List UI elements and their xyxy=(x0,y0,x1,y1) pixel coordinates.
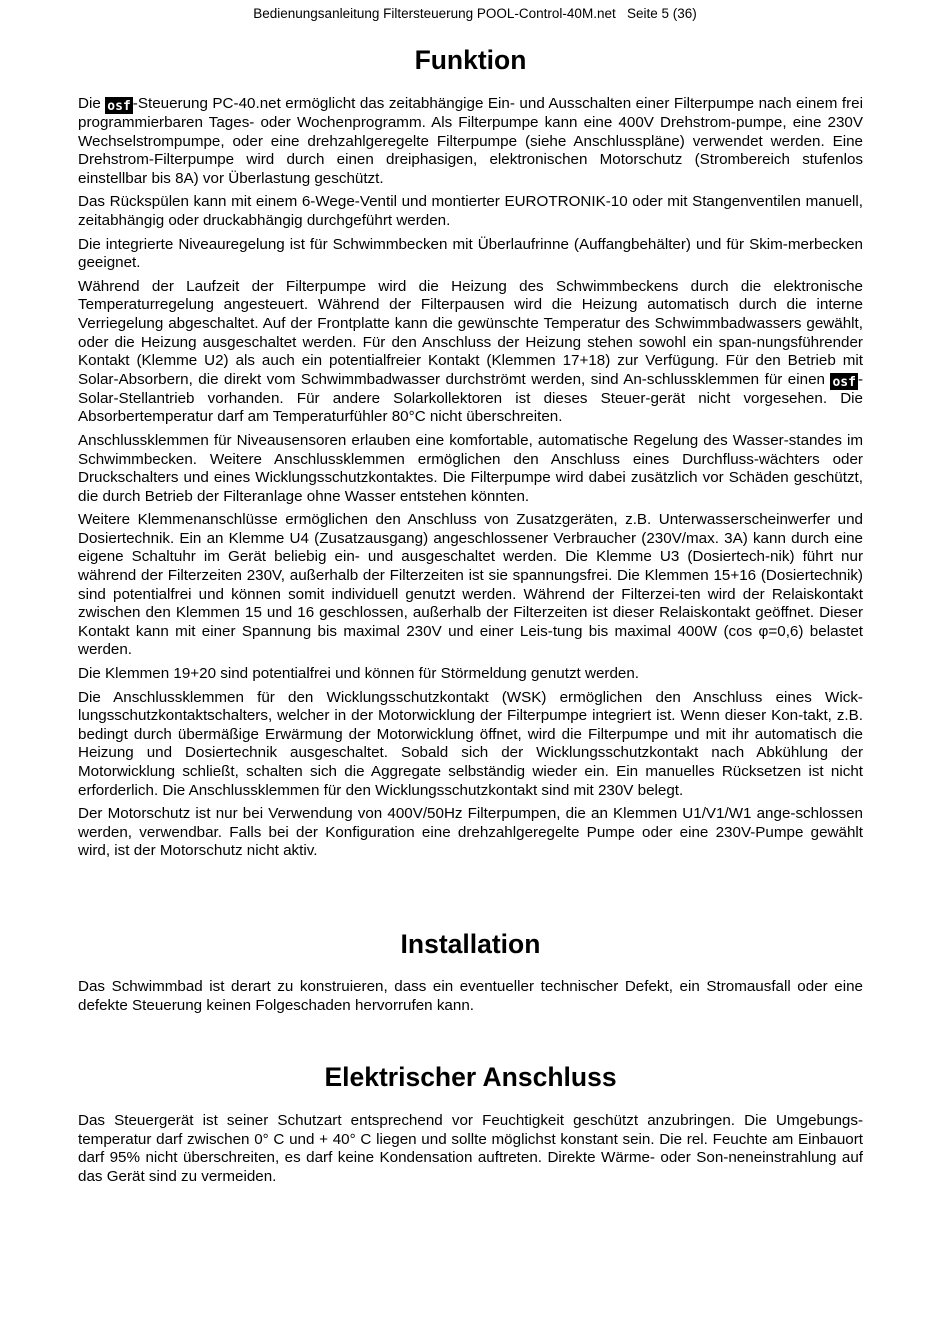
section-title: Elektrischer Anschluss xyxy=(324,1062,617,1092)
paragraph: Das Schwimmbad ist derart zu konstruieren, dass ein eventueller technischer Defekt, ein Stromausfall oder eine defekte Steuerung keinen Folgeschaden hervorrufen kann. xyxy=(78,978,863,1014)
paragraph-text: -Solar-Stellantrieb vorhanden. Für andere Solarkollektoren ist dieses Steuer-gerät nicht vorgesehen. Die Absorbertemperatur darf am Temperaturfühler 80°C nicht überschreiten. xyxy=(78,370,863,426)
section-installation xyxy=(78,928,863,1020)
section-funktion xyxy=(78,44,863,866)
paragraph-text: -Steuerung PC-40.net ermöglicht das zeitabhängige Ein- und Ausschalten einer Filterpumpe nach einem frei programmierbaren Tages- oder Wochenprogramm. Als Filterpumpe kann eine 400V Drehstrom-pumpe, eine 230V Wechselstrompumpe, oder eine drehzahlgeregelte Filterpumpe (siehe Anschlusspläne) verwendet werden. Eine Drehstrom-Filterpumpe wird durch einen dreiphasigen, elektronischen Motorschutz (Strombereich stufenlos einstellbar bis 8A) vor Überlastung geschützt. xyxy=(78,95,863,187)
paragraph: Das Steuergerät ist seiner Schutzart entsprechend vor Feuchtigkeit geschützt anzubringen. Die Umgebungs-temperatur darf zwischen 0° C und + 40° C liegen und sollte möglichst konstant sein. Die rel. Feuchte am Einbauort darf 95% nicht überschreiten, es darf keine Kondensation auftreten. Direkte Wärme- oder Son-neneinstrahlung auf das Gerät sind zu vermeiden. xyxy=(78,1112,863,1185)
paragraph: Die integrierte Niveauregelung ist für Schwimmbecken mit Überlaufrinne (Auffangbehälter) und für Skim-merbecken geeignet. xyxy=(78,235,863,272)
paragraph: Die Klemmen 19+20 sind potentialfrei und können für Störmeldung genutzt werden. xyxy=(78,665,640,683)
paragraph-text: Während der Laufzeit der Filterpumpe wird die Heizung des Schwimmbeckens durch die elektronische Temperaturregelung angesteuert. Während der Filterpausen wird die Heizung automatisch durch die interne Verriegelung abgeschaltet. Auf der Frontplatte kann die gewünschte Temperatur des Schwimmbadwassers gewählt, oder die Heizung ausgeschaltet werden. Für den Anschluss der Heizung stehen sowohl ein span-nungsführender Kontakt (Klemme U2) als auch ein potentialfreier Kontakt (Klemmen 17+18) zur Verfügung. Für den Betrieb mit Solar-Absorbern, die direkt vom Schwimmbadwasser durchströmt werden, sind An-schlussklemmen für einen xyxy=(78,277,863,388)
paragraph: Anschlussklemmen für Niveausensoren erlauben eine komfortable, automatische Regelung des Wasser-standes im Schwimmbecken. Weitere Anschlussklemmen ermöglichen den Anschluss eines Durchfluss-wächters oder Druckschalters und eines Wicklungsschutzkontaktes. Die Filterpumpe wird dabei zusätzlich vor Schäden geschützt, die durch Betrieb der Filteranlage ohne Wasser entstehen könnten. xyxy=(78,431,863,505)
paragraph: Weitere Klemmenanschlüsse ermöglichen den Anschluss von Zusatzgeräten, z.B. Unterwasserscheinwerfer und Dosiertechnik. Ein an Klemme U4 (Zusatzausgang) angeschlossener Verbraucher (230V/max. 3A) kann durch eine eigene Schaltuhr im Gerät beliebig ein- und ausgeschaltet werden. Die Klemme U3 (Dosiertech-nik) führt nur während der Filterzeiten 230V, außerhalb der Filterzeiten ist sie spannungsfrei. Die Klemmen 15+16 (Dosiertechnik) sind potentialfrei und können somit individuell genutzt werden. Während der Filterzei-ten wird der Relaiskontakt zwischen den Klemmen 15 und 16 geschlossen, außerhalb der Filterzeiten ist dieser Relaiskontakt geöffnet. Dieser Kontakt kann mit einer Spannung bis maximal 230V und einer Leis-tung bis maximal 400W (cos φ=0,6) belastet werden. xyxy=(78,511,863,659)
page-header: Bedienungsanleitung Filtersteuerung POOL-Control-40M.net Seite 5 (36) xyxy=(253,6,697,21)
osf-logo-icon: osf xyxy=(107,99,131,114)
paragraph-text: Die xyxy=(78,95,106,112)
section-title: Funktion xyxy=(414,45,527,75)
paragraph: Die Anschlussklemmen für den Wicklungsschutzkontakt (WSK) ermöglichen den Anschluss eines Wick-lungsschutzkontaktschalters, welcher in der Motorwicklung der Filterpumpe integriert ist. Wenn dieser Kon-takt, z.B. bedingt durch übermäßige Erwärmung der Motorwicklung öffnet, wird die Filterpumpe und mit ihr automatisch die Heizung und Dosiertechnik ausgeschaltet. Sobald sich der Wicklungsschutzkontakt nach Abkühlung der Motorwicklung schließt, schalten sich die Aggregate selbständig wieder ein. Ein manuelles Rücksetzen ist nicht erforderlich. Die Anschlussklemmen für den Wicklungsschutzkontakt sind mit 230V belegt. xyxy=(78,688,863,799)
section-title: Installation xyxy=(400,929,541,959)
section-elektrischer-anschluss xyxy=(78,1061,863,1191)
osf-logo-icon: osf xyxy=(832,374,856,390)
paragraph: Der Motorschutz ist nur bei Verwendung von 400V/50Hz Filterpumpen, die an Klemmen U1/V1/W1 ange-schlossen werden, verwendbar. Falls bei der Konfiguration eine drehzahlgeregelte Pumpe oder eine 230V-Pumpe gewählt wird, ist der Motorschutz nicht aktiv. xyxy=(78,805,863,860)
paragraph: Das Rückspülen kann mit einem 6-Wege-Ventil und montierter EUROTRONIK-10 oder mit Stangenventilen manuell, zeitabhängig oder druckabhängig durchgeführt werden. xyxy=(78,193,863,229)
paragraph xyxy=(78,278,863,427)
paragraph xyxy=(78,95,863,188)
